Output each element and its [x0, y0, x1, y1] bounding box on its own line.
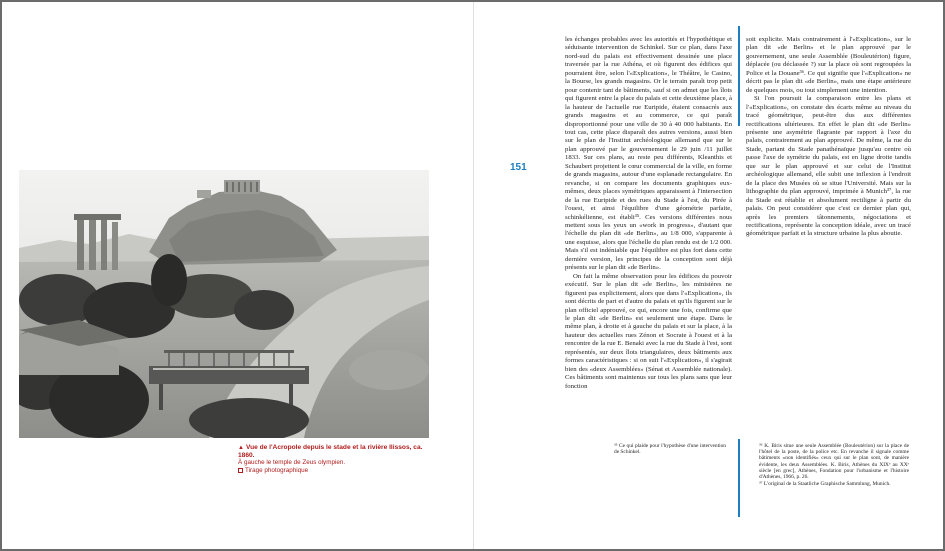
footnote: ³⁶ K. Biris situe une seule Assemblée (Bouleutérion) sur la place de l'hôtel de la poste, de la police etc. En revanche il signale comme bâtiments «non identifiés» ceux qui sur le plan sont, de manière évidente, les deux Assemblées. K. Biris, Athènes du XIXᵉ au XXᵉ siècle [en grec], Athènes, Fondation pour l'urbanisme et l'histoire d'Athènes, 1966, p. 26. [759, 443, 909, 481]
up-arrow-icon: ▲ [238, 445, 244, 451]
photo-caption [238, 444, 438, 474]
text-column-left [565, 36, 732, 391]
footnotes-left [614, 443, 726, 456]
book-spread [2, 2, 943, 549]
caption-source-line [238, 467, 438, 474]
page-gutter [473, 2, 474, 549]
paragraph: Si l'on poursuit la comparaison entre les plans et l'«Explication», on constate des écarts même au niveau du tracé géométrique, peut-être dus aux différentes rectifications ultérieures. En effet le plan dit «de Berlin» présente une asymétrie flagrante par rapport à l'axe du palais, contrairement au plan approuvé. De même, la rue du Stade, partant du Stade panathénaïque jusqu'au centre où passe l'axe de symétrie du palais, est en ligne droite tandis que sur le plan approuvé et sur celui de l'Institut archéologique allemand, elle subit une inflexion à l'endroit de la place des Musées où se situe l'Université. Mais sur la lithographie du plan approuvé, imprimée à Munich³⁷, la rue du Stade est rétablie et absolument rectiligne à partir du palais. On peut considérer que c'est ce dernier plan qui, après les premiers tâtonnements, négociations et rectifications, représente la conception idéale, avec un tracé géométrique parfait et la structure urbaine la plus aboutie. [746, 95, 911, 238]
acropolis-photograph [19, 170, 429, 438]
paragraph: soit explicite. Mais contrairement à l'«Explication», sur le plan dit «de Berlin» et le plan approuvé par le gouvernement, une seule Assemblée (Bouleutérion) figure, déplacée (ou déclassée ?) sur la place où sont regroupées la Police et la Douane³⁶. Ce qui signifie que l'«Explication» ne décrit pas le plan dit «de Berlin», mais une étape antérieure de quelques mois, ou tout simplement une intention. [746, 36, 911, 94]
square-icon [238, 468, 243, 473]
margin-rule-top [738, 26, 740, 126]
paragraph: les échanges probables avec les autorités et l'hypothétique et séduisante intervention de Schinkel. Sur ce plan, dans l'axe nord-sud du palais est effectivement dessinée une place traversée par la rue Athéna, et où figurent des édifices qui pourraient être, selon l'«Explication», le Théâtre, le Casino, la Bourse, les grands magasins. Or le terrain paraît trop petit pour contenir tant de bâtiments, sauf si on admet que les îlots qui figurent entre la place du palais et cette deuxième place, à la hauteur de l'actuelle rue Euripide, étaient consacrés aux grands magasins et au commerce, ce qui paraît disproportionné pour une ville de 30 à 40 000 habitants. En tout cas, cette place disparaît des autres versions, aussi bien sur le plan de l'Institut archéologique allemand que sur le plan approuvé par le gouvernement le 29 juin /11 juillet 1833. Sur ces plans, au reste peu différents, Kleanthis et Schaubert projettent le cœur commercial de la ville, en forme de grands magasins, autour d'une esplanade rectangulaire. En revanche, si on compare les documents graphiques eux-mêmes, deux places symétriques apparaissent à l'intersection de la rue Euripide et des rues du Stade à l'est, du Pirée à l'ouest, et ainsi l'équilibre d'une géométrie parfaite, schinkélienne, est établi³⁵. Ces versions différentes nous mettent sous les yeux un «work in progress», d'autant que l'échelle du plan dit «de Berlin», au 1/8 000, s'apparente à une esquisse, alors que l'échelle du plan rendu est de 1/2 000. Mais s'il est indéniable que l'équilibre est plus fort dans cette dernière version, les principes de la conception sont déjà présents sur le plan dit «de Berlin». [565, 36, 732, 272]
paragraph: On fait la même observation pour les édifices du pouvoir exécutif. Sur le plan dit «de Berlin», les ministères ne figurent pas explicitement, alors que dans l'«Explication», ils sont décrits de part et d'autre du palais et qu'ils figurent sur le plan officiel approuvé, ce qui, encore une fois, confirme que le plan dit «de Berlin» est seulement une étape. Dans le même plan, à droite et à gauche du palais et sur la place, à la hauteur des actuelles rues Zénon et Socrate à l'ouest et à la rencontre de la rue E. Benaki avec la rue du Stade à l'est, sont représentés, sur deux îlots triangulaires, deux bâtiments aux formes caractéristiques : si on suit l'«Explication», il s'agirait bien des «deux Assemblées» (Sénat et Assemblée nationale). Ces bâtiments sont maintenus sur tous les plans sans que leur fonction [565, 272, 732, 390]
caption-title: Vue de l'Acropole depuis le stade et la rivière Ilissos, ca. 1860. [238, 444, 423, 460]
footnotes-right [759, 443, 909, 488]
caption-title-line [238, 444, 438, 459]
page-number: 151 [510, 162, 527, 173]
caption-subtitle: À gauche le temple de Zeus olympien. [238, 459, 346, 467]
caption-source: Tirage photographique [245, 466, 309, 474]
footnote: ³⁷ L'original de la Staatliche Graphische Sammlung, Munich. [759, 481, 891, 488]
text-column-right [746, 36, 911, 239]
footnote: ³⁵ Ce qui plaide pour l'hypothèse d'une intervention de Schinkel. [614, 443, 726, 456]
margin-rule-bottom [738, 439, 740, 517]
